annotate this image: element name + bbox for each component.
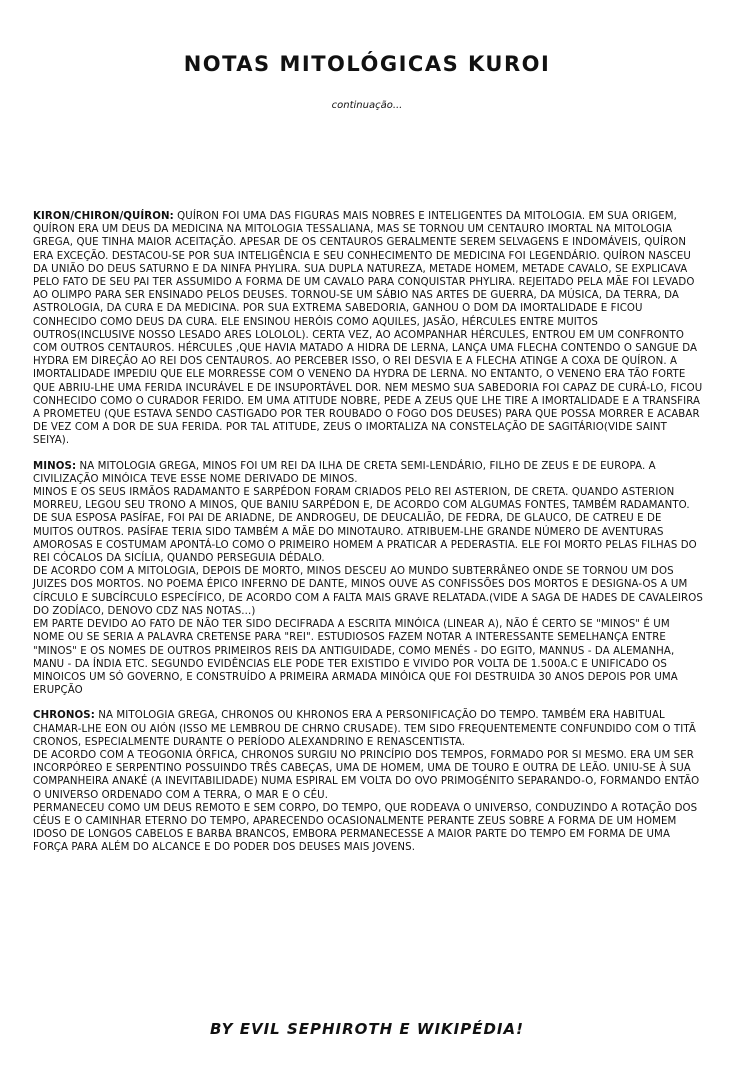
section-paragraph: [33, 709, 703, 749]
page-title: NOTAS MITOLÓGICAS KUROI: [183, 52, 551, 76]
section-heading: KIRON/CHIRON/QUÍRON:: [33, 211, 174, 222]
notes-body: [33, 210, 703, 867]
section-paragraph: PERMANECEU COMO UM DEUS REMOTO E SEM CORPO, DO TEMPO, QUE RODEAVA O UNIVERSO, CONDUZINDO A ROTAÇÃO DOS CÉUS E O CAMINHAR ETERNO DO TEMPO, APARECENDO OCASIONALMENTE PERANTE ZEUS SOBRE A FORMA DE UM HOMEM IDOSO DE LONGOS CABELOS E BARBA BRANCOS, EMBORA PERMANECESSE A MAIOR PARTE DO TEMPO EM FORMA DE UMA FORÇA PARA ALÉM DO ALCANCE E DO PODER DOS DEUSES MAIS JOVENS.: [33, 802, 698, 854]
page-subtitle: continuação...: [331, 100, 403, 111]
section-text: QUÍRON FOI UMA DAS FIGURAS MAIS NOBRES E INTELIGENTES DA MITOLOGIA. EM SUA ORIGEM, QUÍRON ERA UM DEUS DA MEDICINA NA MITOLOGIA TESSALIANA, MAS SE TORNOU UM CENTAURO IMORTAL NA MITOLOGIA GREGA, QUE TINHA MAIOR ACEITAÇÃO. APESAR DE OS CENTAUROS GERALMENTE SEREM SELVAGENS E INDOMÁVEIS, QUÍRON ERA EXCEÇÃO. DESTACOU-SE POR SUA INTELIGÊNCIA E SEU CONHECIMENTO DE MEDICINA FOI LEGENDÁRIO. QUÍRON NASCEU DA UNIÃO DO DEUS SATURNO E DA NINFA PHYLIRA. SUA DUPLA NATUREZA, METADE HOMEM, METADE CAVALO, SE EXPLICAVA PELO FATO DE SEU PAI TER ASSUMIDO A FORMA DE UM CAVALO PARA CONQUISTAR PHYLIRA. REJEITADO PELA MÃE FOI LEVADO AO OLIMPO PARA SER ENSINADO PELOS DEUSES. TORNOU-SE UM SÁBIO NAS ARTES DE GUERRA, DA MÚSICA, DA TERRA, DA ASTROLOGIA, DA CURA E DA MEDICINA. POR SUA EXTREMA SABEDORIA, GANHOU O DOM DA IMORTALIDADE E FICOU CONHECIDO COMO DEUS DA CURA. ELE ENSINOU HERÓIS COMO AQUILES, JASÃO, HÉRCULES ENTRE MUITOS OUTROS(INCLUSIVE NOSSO LESADO ARES LOLOLOL). CERTA VEZ, AO ACOMPANHAR HÉRCULES, ENTROU EM UM CONFRONTO COM OUTROS CENTAUROS. HÉRCULES ,QUE HAVIA MATADO A HIDRA DE LERNA, LANÇA UMA FLECHA CONTENDO O SANGUE DA HYDRA EM DIREÇÃO AO REI DOS CENTAUROS. AO PERCEBER ISSO, O REI DESVIA E A FLECHA ATINGE A COXA DE QUÍRON. A IMORTALIDADE IMPEDIU QUE ELE MORRESSE COM O VENENO DA HYDRA DE LERNA. NO ENTANTO, O VENENO ERA TÃO FORTE QUE ABRIU-LHE UMA FERIDA INCURÁVEL E DE INSUPORTÁVEL DOR. NEM MESMO SUA SABEDORIA FOI CAPAZ DE CURÁ-LO, FICOU CONHECIDO COMO O CURADOR FERIDO. EM UMA ATITUDE NOBRE, PEDE A ZEUS QUE LHE TIRE A IMORTALIDADE E A TRANSFIRA A PROMETEU (QUE ESTAVA SENDO CASTIGADO POR TER ROUBADO O FOGO DOS DEUSES) PARA QUE POSSA MORRER E ACABAR DE VEZ COM A DOR DE SUA FERIDA. POR TAL ATITUDE, ZEUS O IMORTALIZA NA CONSTELAÇÃO DE SAGITÁRIO(VIDE SAINT SEIYA).: [33, 211, 703, 447]
section-paragraph: DE ACORDO COM A TEOGONIA ÓRFICA, CHRONOS SURGIU NO PRINCÍPIO DOS TEMPOS, FORMADO POR SI MESMO. ERA UM SER INCORPÓREO E SERPENTINO POSSUINDO TRÊS CABEÇAS, UMA DE HOMEM, UMA DE TOURO E OUTRA DE LEÃO. UNIU-SE À SUA COMPANHEIRA ANAKÉ (A INEVITABILIDADE) NUMA ESPIRAL EM VOLTA DO OVO PRIMOGÉNITO SEPARANDO-O, FORMANDO ENTÃO O UNIVERSO ORDENADO COM A TERRA, O MAR E O CÉU.: [33, 749, 700, 801]
section-chronos: [33, 709, 703, 854]
section-heading: MINOS:: [33, 460, 77, 472]
section-heading: CHRONOS:: [33, 710, 95, 722]
section-paragraph: [33, 210, 703, 448]
section-text: NA MITOLOGIA GREGA, MINOS FOI UM REI DA ILHA DE CRETA SEMI-LENDÁRIO, FILHO DE ZEUS E DE EUROPA. A CIVILIZAÇÃO MINÓICA TEVE ESSE NOME DERIVADO DE MINOS.: [33, 460, 656, 485]
section-minos: [33, 460, 703, 698]
section-paragraph: EM PARTE DEVIDO AO FATO DE NÃO TER SIDO DECIFRADA A ESCRITA MINÓICA (LINEAR A), NÃO É CERTO SE "MINOS" É UM NOME OU SE SERIA A PALAVRA CRETENSE PARA "REI". ESTUDIOSOS FAZEM NOTAR A INTERESSANTE SEMELHANÇA ENTRE "MINOS" E OS NOMES DE OUTROS PRIMEIROS REIS DA ANTIGUIDADE, COMO MENÉS - DO EGITO, MANNUS - DA ALEMANHA, MANU - DA ÍNDIA ETC. SEGUNDO EVIDÊNCIAS ELE PODE TER EXISTIDO E VIVIDO POR VOLTA DE 1.500A.C E UNIFICADO OS MINOICOS UM SÓ GOVERNO, E CONSTRUÍDO A PRIMEIRA ARMADA MINÓICA QUE FOI DESTRUIDA 30 ANOS DEPOIS POR UMA ERUPÇÃO: [33, 619, 678, 697]
section-text: NA MITOLOGIA GREGA, CHRONOS OU KHRONOS ERA A PERSONIFICAÇÃO DO TEMPO. TAMBÉM ERA HABITUAL CHAMAR-LHE EON OU AIÓN (ISSO ME LEMBROU DE CHRNO CRUSADE). TEM SIDO FREQUENTEMENTE CONFUNDIDO COM O TITÃ CRONOS, ESPECIALMENTE DURANTE O PERÍODO ALEXANDRINO E RENASCENTISTA.: [33, 710, 696, 748]
section-paragraph: [33, 460, 703, 486]
section-paragraph: DE ACORDO COM A MITOLOGIA, DEPOIS DE MORTO, MINOS DESCEU AO MUNDO SUBTERRÂNEO ONDE SE TORNOU UM DOS JUIZES DOS MORTOS. NO POEMA ÉPICO INFERNO DE DANTE, MINOS OUVE AS CONFISSÕES DOS MORTOS E DESIGNA-OS A UM CÍRCULO E SUBCÍRCULO ESPECÍFICO, DE ACORDO COM A FALTA MAIS GRAVE RELATADA.(VIDE A SAGA DE HADES DE CAVALEIROS DO ZODÍACO, DENOVO CDZ NAS NOTAS...): [33, 566, 703, 617]
page-footer: BY EVIL SEPHIROTH E WIKIPÉDIA!: [210, 1020, 524, 1038]
section-paragraph: MINOS E OS SEUS IRMÃOS RADAMANTO E SARPÉDON FORAM CRIADOS PELO REI ASTERION, DE CRETA. QUANDO ASTERION MORREU, LEGOU SEU TRONO A MINOS, QUE BANIU SARPÉDON E, DE ACORDO COM ALGUMAS FONTES, TAMBÉM RADAMANTO. DE SUA ESPOSA PASÍFAE, FOI PAI DE ARIADNE, DE ANDROGEU, DE DEUCALIÃO, DE FEDRA, DE GLAUCO, DE CATREU E DE MUITOS OUTROS. PASÍFAE TERIA SIDO TAMBÉM A MÃE DO MINOTAURO. ATRIBUEM-LHE GRANDE NÚMERO DE AVENTURAS AMOROSAS E COSTUMAM APONTÁ-LO COMO O PRIMEIRO HOMEM A PRATICAR A PEDERASTIA. ELE FOI MORTO PELAS FILHAS DO REI CÓCALOS DA SICÍLIA, QUANDO PERSEGUIA DÉDALO.: [33, 487, 697, 565]
section-kiron: [33, 210, 703, 448]
